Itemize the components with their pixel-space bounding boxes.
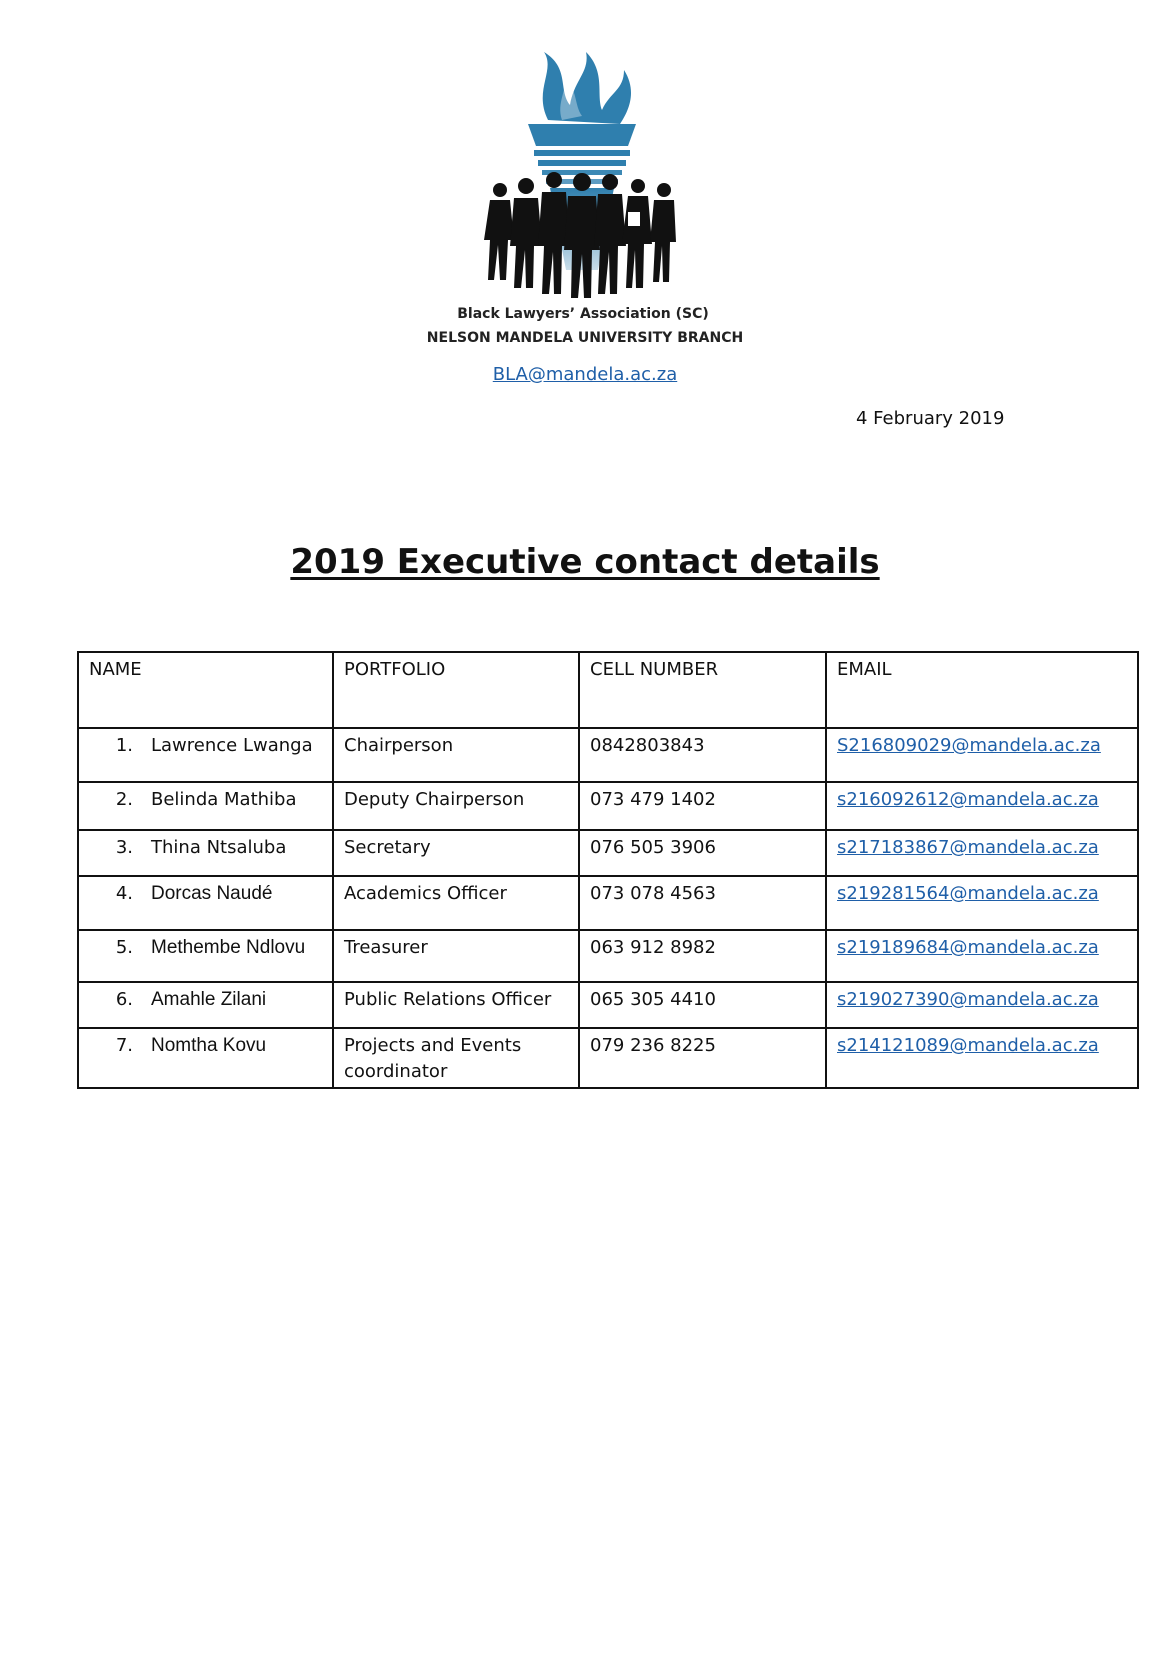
table-row xyxy=(78,782,1138,830)
member-email-link[interactable]: s217183867@mandela.ac.za xyxy=(837,837,1099,858)
name-cell xyxy=(78,728,333,782)
member-email-link[interactable]: s219189684@mandela.ac.za xyxy=(837,937,1099,958)
portfolio-cell: Chairperson xyxy=(333,728,579,782)
member-name: Dorcas Naudé xyxy=(151,883,273,904)
name-cell xyxy=(78,1028,333,1088)
portfolio-cell: Academics Officer xyxy=(333,876,579,930)
cell-number-cell: 079 236 8225 xyxy=(579,1028,826,1088)
member-name: Methembe Ndlovu xyxy=(151,937,306,958)
portfolio-cell: Projects and Events coordinator xyxy=(333,1028,579,1088)
column-header-cell-number: CELL NUMBER xyxy=(579,652,826,728)
page-title: 2019 Executive contact details xyxy=(290,542,880,582)
branch-name: NELSON MANDELA UNIVERSITY BRANCH xyxy=(426,330,744,346)
email-cell xyxy=(826,982,1138,1028)
member-name: Nomtha Kovu xyxy=(151,1035,267,1056)
row-number: 5. xyxy=(115,937,133,958)
cell-number-cell: 073 078 4563 xyxy=(579,876,826,930)
cell-number-cell: 063 912 8982 xyxy=(579,930,826,982)
executive-contacts-table xyxy=(77,651,1139,1089)
cell-number-cell: 073 479 1402 xyxy=(579,782,826,830)
table-row xyxy=(78,728,1138,782)
torch-with-people-logo-icon xyxy=(478,50,678,300)
table-row xyxy=(78,876,1138,930)
row-number: 2. xyxy=(115,789,133,810)
name-cell xyxy=(78,876,333,930)
name-cell xyxy=(78,830,333,876)
document-date: 4 February 2019 xyxy=(856,408,1005,429)
portfolio-cell: Treasurer xyxy=(333,930,579,982)
email-cell xyxy=(826,930,1138,982)
cell-number-cell: 0842803843 xyxy=(579,728,826,782)
row-number: 6. xyxy=(115,989,133,1010)
table-header-row xyxy=(78,652,1138,728)
member-email-link[interactable]: s219027390@mandela.ac.za xyxy=(837,989,1099,1010)
column-header-name: NAME xyxy=(78,652,333,728)
table-row xyxy=(78,830,1138,876)
row-number: 4. xyxy=(115,883,133,904)
name-cell xyxy=(78,930,333,982)
member-email-link[interactable]: s214121089@mandela.ac.za xyxy=(837,1035,1099,1056)
row-number: 3. xyxy=(115,837,133,858)
organization-email-link[interactable]: BLA@mandela.ac.za xyxy=(492,364,678,385)
table-row xyxy=(78,982,1138,1028)
organization-name: Black Lawyers’ Association (SC) xyxy=(457,306,709,322)
member-email-link[interactable]: S216809029@mandela.ac.za xyxy=(837,735,1101,756)
member-email-link[interactable]: s216092612@mandela.ac.za xyxy=(837,789,1099,810)
email-cell xyxy=(826,1028,1138,1088)
cell-number-cell: 076 505 3906 xyxy=(579,830,826,876)
row-number: 7. xyxy=(115,1035,133,1056)
member-name: Belinda Mathiba xyxy=(151,789,297,810)
name-cell xyxy=(78,782,333,830)
member-name: Thina Ntsaluba xyxy=(151,837,287,858)
table-row xyxy=(78,1028,1138,1088)
column-header-portfolio: PORTFOLIO xyxy=(333,652,579,728)
member-name: Lawrence Lwanga xyxy=(151,735,313,756)
table-row xyxy=(78,930,1138,982)
cell-number-cell: 065 305 4410 xyxy=(579,982,826,1028)
email-cell xyxy=(826,728,1138,782)
email-cell xyxy=(826,782,1138,830)
email-cell xyxy=(826,830,1138,876)
row-number: 1. xyxy=(115,735,133,756)
email-cell xyxy=(826,876,1138,930)
portfolio-cell: Secretary xyxy=(333,830,579,876)
member-email-link[interactable]: s219281564@mandela.ac.za xyxy=(837,883,1099,904)
name-cell xyxy=(78,982,333,1028)
column-header-email: EMAIL xyxy=(826,652,1138,728)
member-name: Amahle Zilani xyxy=(151,989,267,1010)
portfolio-cell: Deputy Chairperson xyxy=(333,782,579,830)
portfolio-cell: Public Relations Officer xyxy=(333,982,579,1028)
